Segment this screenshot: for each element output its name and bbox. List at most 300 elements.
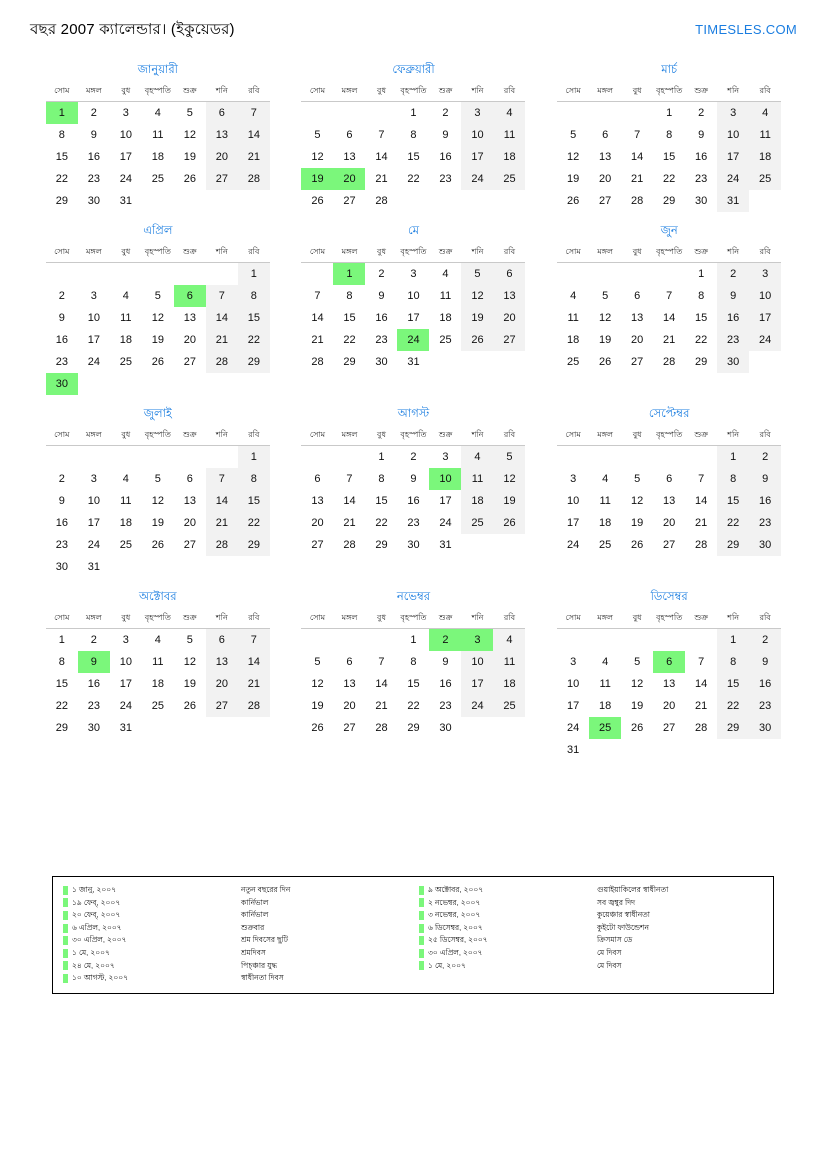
day-cell[interactable]: 16 bbox=[87, 151, 100, 163]
day-cell[interactable]: 4 bbox=[602, 473, 609, 485]
day-cell[interactable]: 19 bbox=[183, 678, 196, 690]
day-cell[interactable]: 25 bbox=[119, 539, 132, 551]
day-cell[interactable]: 16 bbox=[375, 312, 388, 324]
day-cell[interactable]: 11 bbox=[439, 290, 452, 302]
day-cell[interactable]: 9 bbox=[717, 285, 749, 307]
day-cell[interactable]: 12 bbox=[461, 285, 493, 307]
day-cell[interactable]: 4 bbox=[602, 656, 609, 668]
day-cell[interactable]: 2 bbox=[717, 263, 749, 286]
day-cell[interactable]: 15 bbox=[343, 312, 356, 324]
day-cell[interactable]: 4 bbox=[570, 290, 577, 302]
day-cell[interactable]: 12 bbox=[631, 495, 644, 507]
day-cell[interactable]: 20 bbox=[599, 173, 612, 185]
day-cell[interactable]: 11 bbox=[152, 129, 164, 141]
day-cell[interactable]: 27 bbox=[343, 195, 356, 207]
day-cell[interactable]: 29 bbox=[695, 356, 708, 368]
day-cell[interactable]: 14 bbox=[206, 307, 238, 329]
day-cell[interactable]: 20 bbox=[663, 517, 676, 529]
day-cell[interactable]: 15 bbox=[663, 151, 676, 163]
day-cell[interactable]: 30 bbox=[407, 539, 420, 551]
holiday-day-cell[interactable]: 6 bbox=[174, 285, 206, 307]
day-cell[interactable]: 16 bbox=[749, 490, 781, 512]
day-cell[interactable]: 13 bbox=[663, 678, 676, 690]
day-cell[interactable]: 13 bbox=[599, 151, 612, 163]
day-cell[interactable]: 6 bbox=[206, 102, 238, 125]
day-cell[interactable]: 23 bbox=[407, 517, 420, 529]
day-cell[interactable]: 17 bbox=[407, 312, 420, 324]
day-cell[interactable]: 14 bbox=[375, 678, 388, 690]
day-cell[interactable]: 5 bbox=[154, 473, 161, 485]
day-cell[interactable]: 22 bbox=[375, 517, 388, 529]
day-cell[interactable]: 30 bbox=[375, 356, 388, 368]
day-cell[interactable]: 6 bbox=[602, 129, 609, 141]
day-cell[interactable]: 3 bbox=[461, 102, 493, 125]
day-cell[interactable]: 22 bbox=[55, 173, 68, 185]
day-cell[interactable]: 27 bbox=[183, 356, 196, 368]
day-cell[interactable]: 7 bbox=[634, 129, 641, 141]
day-cell[interactable]: 9 bbox=[698, 129, 705, 141]
day-cell[interactable]: 6 bbox=[666, 473, 673, 485]
day-cell[interactable]: 9 bbox=[58, 495, 65, 507]
day-cell[interactable]: 23 bbox=[55, 356, 68, 368]
day-cell[interactable]: 24 bbox=[567, 539, 580, 551]
day-cell[interactable]: 22 bbox=[695, 334, 708, 346]
day-cell[interactable]: 17 bbox=[567, 700, 580, 712]
holiday-day-cell[interactable]: 30 bbox=[46, 373, 78, 395]
day-cell[interactable]: 15 bbox=[238, 307, 270, 329]
day-cell[interactable]: 2 bbox=[442, 107, 449, 119]
day-cell[interactable]: 28 bbox=[238, 168, 270, 190]
day-cell[interactable]: 7 bbox=[698, 473, 705, 485]
day-cell[interactable]: 16 bbox=[439, 678, 452, 690]
day-cell[interactable]: 13 bbox=[343, 678, 356, 690]
day-cell[interactable]: 1 bbox=[238, 263, 270, 286]
day-cell[interactable]: 25 bbox=[439, 334, 452, 346]
holiday-day-cell[interactable]: 6 bbox=[653, 651, 685, 673]
day-cell[interactable]: 2 bbox=[378, 268, 385, 280]
day-cell[interactable]: 11 bbox=[493, 124, 525, 146]
day-cell[interactable]: 9 bbox=[749, 468, 781, 490]
day-cell[interactable]: 12 bbox=[311, 678, 324, 690]
day-cell[interactable]: 2 bbox=[58, 290, 65, 302]
day-cell[interactable]: 26 bbox=[631, 539, 644, 551]
day-cell[interactable]: 3 bbox=[570, 473, 577, 485]
day-cell[interactable]: 23 bbox=[439, 173, 452, 185]
day-cell[interactable]: 7 bbox=[378, 656, 385, 668]
day-cell[interactable]: 4 bbox=[154, 634, 161, 646]
day-cell[interactable]: 1 bbox=[666, 107, 673, 119]
day-cell[interactable]: 29 bbox=[55, 195, 68, 207]
day-cell[interactable]: 5 bbox=[154, 290, 161, 302]
day-cell[interactable]: 17 bbox=[461, 146, 493, 168]
day-cell[interactable]: 18 bbox=[439, 312, 452, 324]
day-cell[interactable]: 11 bbox=[599, 678, 611, 690]
day-cell[interactable]: 11 bbox=[461, 468, 493, 490]
day-cell[interactable]: 6 bbox=[206, 629, 238, 652]
day-cell[interactable]: 30 bbox=[749, 717, 781, 739]
day-cell[interactable]: 6 bbox=[346, 656, 353, 668]
day-cell[interactable]: 3 bbox=[122, 107, 129, 119]
day-cell[interactable]: 12 bbox=[311, 151, 324, 163]
day-cell[interactable]: 30 bbox=[717, 351, 749, 373]
day-cell[interactable]: 1 bbox=[58, 634, 65, 646]
day-cell[interactable]: 20 bbox=[663, 700, 676, 712]
day-cell[interactable]: 27 bbox=[493, 329, 525, 351]
day-cell[interactable]: 9 bbox=[90, 129, 97, 141]
day-cell[interactable]: 10 bbox=[749, 285, 781, 307]
day-cell[interactable]: 2 bbox=[90, 634, 97, 646]
day-cell[interactable]: 11 bbox=[749, 124, 781, 146]
day-cell[interactable]: 28 bbox=[695, 539, 708, 551]
day-cell[interactable]: 16 bbox=[55, 517, 68, 529]
day-cell[interactable]: 1 bbox=[717, 629, 749, 652]
day-cell[interactable]: 15 bbox=[238, 490, 270, 512]
day-cell[interactable]: 27 bbox=[663, 722, 676, 734]
day-cell[interactable]: 22 bbox=[717, 512, 749, 534]
day-cell[interactable]: 25 bbox=[567, 356, 580, 368]
day-cell[interactable]: 12 bbox=[151, 312, 164, 324]
day-cell[interactable]: 30 bbox=[439, 722, 452, 734]
day-cell[interactable]: 25 bbox=[461, 512, 493, 534]
day-cell[interactable]: 16 bbox=[749, 673, 781, 695]
day-cell[interactable]: 12 bbox=[567, 151, 580, 163]
day-cell[interactable]: 4 bbox=[442, 268, 449, 280]
day-cell[interactable]: 10 bbox=[567, 495, 580, 507]
day-cell[interactable]: 5 bbox=[186, 634, 193, 646]
day-cell[interactable]: 29 bbox=[717, 534, 749, 556]
day-cell[interactable]: 14 bbox=[311, 312, 324, 324]
day-cell[interactable]: 29 bbox=[238, 534, 270, 556]
day-cell[interactable]: 26 bbox=[151, 356, 164, 368]
day-cell[interactable]: 27 bbox=[311, 539, 324, 551]
day-cell[interactable]: 12 bbox=[183, 656, 196, 668]
day-cell[interactable]: 7 bbox=[314, 290, 321, 302]
day-cell[interactable]: 28 bbox=[375, 722, 388, 734]
day-cell[interactable]: 10 bbox=[87, 312, 100, 324]
day-cell[interactable]: 14 bbox=[663, 312, 676, 324]
day-cell[interactable]: 6 bbox=[314, 473, 321, 485]
day-cell[interactable]: 24 bbox=[749, 329, 781, 351]
day-cell[interactable]: 22 bbox=[407, 173, 420, 185]
day-cell[interactable]: 24 bbox=[717, 168, 749, 190]
day-cell[interactable]: 8 bbox=[238, 285, 270, 307]
day-cell[interactable]: 19 bbox=[567, 173, 580, 185]
day-cell[interactable]: 25 bbox=[749, 168, 781, 190]
day-cell[interactable]: 12 bbox=[493, 468, 525, 490]
day-cell[interactable]: 26 bbox=[311, 722, 324, 734]
day-cell[interactable]: 23 bbox=[55, 539, 68, 551]
day-cell[interactable]: 15 bbox=[407, 151, 420, 163]
day-cell[interactable]: 29 bbox=[663, 195, 676, 207]
day-cell[interactable]: 17 bbox=[749, 307, 781, 329]
day-cell[interactable]: 24 bbox=[439, 517, 452, 529]
day-cell[interactable]: 10 bbox=[407, 290, 420, 302]
day-cell[interactable]: 26 bbox=[631, 722, 644, 734]
day-cell[interactable]: 18 bbox=[119, 334, 132, 346]
day-cell[interactable]: 22 bbox=[407, 700, 420, 712]
day-cell[interactable]: 28 bbox=[206, 534, 238, 556]
day-cell[interactable]: 10 bbox=[461, 651, 493, 673]
day-cell[interactable]: 2 bbox=[410, 451, 417, 463]
day-cell[interactable]: 13 bbox=[663, 495, 676, 507]
day-cell[interactable]: 29 bbox=[55, 722, 68, 734]
day-cell[interactable]: 26 bbox=[311, 195, 324, 207]
day-cell[interactable]: 8 bbox=[717, 651, 749, 673]
day-cell[interactable]: 20 bbox=[311, 517, 324, 529]
day-cell[interactable]: 22 bbox=[663, 173, 676, 185]
day-cell[interactable]: 13 bbox=[631, 312, 644, 324]
day-cell[interactable]: 18 bbox=[151, 151, 164, 163]
day-cell[interactable]: 5 bbox=[570, 129, 577, 141]
day-cell[interactable]: 19 bbox=[493, 490, 525, 512]
day-cell[interactable]: 29 bbox=[407, 722, 420, 734]
day-cell[interactable]: 26 bbox=[493, 512, 525, 534]
day-cell[interactable]: 4 bbox=[154, 107, 161, 119]
day-cell[interactable]: 24 bbox=[461, 695, 493, 717]
day-cell[interactable]: 30 bbox=[87, 722, 100, 734]
holiday-day-cell[interactable]: 3 bbox=[461, 629, 493, 652]
day-cell[interactable]: 23 bbox=[87, 173, 100, 185]
day-cell[interactable]: 17 bbox=[567, 517, 580, 529]
day-cell[interactable]: 18 bbox=[493, 146, 525, 168]
day-cell[interactable]: 9 bbox=[442, 129, 449, 141]
day-cell[interactable]: 28 bbox=[206, 351, 238, 373]
day-cell[interactable]: 7 bbox=[206, 285, 238, 307]
holiday-day-cell[interactable]: 20 bbox=[333, 168, 365, 190]
day-cell[interactable]: 7 bbox=[666, 290, 673, 302]
day-cell[interactable]: 28 bbox=[663, 356, 676, 368]
day-cell[interactable]: 11 bbox=[120, 312, 132, 324]
day-cell[interactable]: 25 bbox=[493, 168, 525, 190]
day-cell[interactable]: 27 bbox=[183, 539, 196, 551]
day-cell[interactable]: 15 bbox=[375, 495, 388, 507]
day-cell[interactable]: 27 bbox=[206, 168, 238, 190]
day-cell[interactable]: 9 bbox=[58, 312, 65, 324]
day-cell[interactable]: 22 bbox=[717, 695, 749, 717]
day-cell[interactable]: 21 bbox=[311, 334, 324, 346]
day-cell[interactable]: 22 bbox=[238, 329, 270, 351]
day-cell[interactable]: 17 bbox=[461, 673, 493, 695]
day-cell[interactable]: 28 bbox=[695, 722, 708, 734]
day-cell[interactable]: 28 bbox=[631, 195, 644, 207]
day-cell[interactable]: 26 bbox=[183, 173, 196, 185]
day-cell[interactable]: 20 bbox=[493, 307, 525, 329]
day-cell[interactable]: 19 bbox=[631, 517, 644, 529]
day-cell[interactable]: 3 bbox=[90, 290, 97, 302]
day-cell[interactable]: 17 bbox=[119, 678, 132, 690]
day-cell[interactable]: 30 bbox=[55, 561, 68, 573]
day-cell[interactable]: 7 bbox=[206, 468, 238, 490]
day-cell[interactable]: 22 bbox=[343, 334, 356, 346]
day-cell[interactable]: 31 bbox=[407, 356, 420, 368]
holiday-day-cell[interactable]: 1 bbox=[46, 102, 78, 125]
day-cell[interactable]: 12 bbox=[631, 678, 644, 690]
day-cell[interactable]: 21 bbox=[238, 673, 270, 695]
day-cell[interactable]: 22 bbox=[55, 700, 68, 712]
day-cell[interactable]: 6 bbox=[346, 129, 353, 141]
day-cell[interactable]: 24 bbox=[567, 722, 580, 734]
day-cell[interactable]: 13 bbox=[206, 651, 238, 673]
day-cell[interactable]: 6 bbox=[634, 290, 641, 302]
day-cell[interactable]: 19 bbox=[311, 700, 324, 712]
day-cell[interactable]: 20 bbox=[631, 334, 644, 346]
day-cell[interactable]: 10 bbox=[717, 124, 749, 146]
day-cell[interactable]: 8 bbox=[410, 656, 417, 668]
day-cell[interactable]: 7 bbox=[346, 473, 353, 485]
day-cell[interactable]: 4 bbox=[493, 629, 525, 652]
day-cell[interactable]: 12 bbox=[183, 129, 196, 141]
day-cell[interactable]: 14 bbox=[695, 495, 708, 507]
day-cell[interactable]: 2 bbox=[90, 107, 97, 119]
day-cell[interactable]: 5 bbox=[634, 473, 641, 485]
day-cell[interactable]: 7 bbox=[378, 129, 385, 141]
day-cell[interactable]: 14 bbox=[238, 124, 270, 146]
day-cell[interactable]: 1 bbox=[238, 446, 270, 469]
day-cell[interactable]: 31 bbox=[119, 722, 132, 734]
day-cell[interactable]: 18 bbox=[119, 517, 132, 529]
day-cell[interactable]: 10 bbox=[119, 656, 132, 668]
day-cell[interactable]: 19 bbox=[151, 334, 164, 346]
day-cell[interactable]: 21 bbox=[631, 173, 644, 185]
day-cell[interactable]: 26 bbox=[151, 539, 164, 551]
day-cell[interactable]: 11 bbox=[567, 312, 579, 324]
day-cell[interactable]: 4 bbox=[122, 473, 129, 485]
day-cell[interactable]: 30 bbox=[87, 195, 100, 207]
day-cell[interactable]: 31 bbox=[567, 744, 580, 756]
day-cell[interactable]: 2 bbox=[698, 107, 705, 119]
day-cell[interactable]: 14 bbox=[238, 651, 270, 673]
day-cell[interactable]: 9 bbox=[749, 651, 781, 673]
day-cell[interactable]: 31 bbox=[717, 190, 749, 212]
day-cell[interactable]: 26 bbox=[183, 700, 196, 712]
day-cell[interactable]: 18 bbox=[461, 490, 493, 512]
day-cell[interactable]: 1 bbox=[717, 446, 749, 469]
day-cell[interactable]: 31 bbox=[119, 195, 132, 207]
day-cell[interactable]: 18 bbox=[599, 700, 612, 712]
day-cell[interactable]: 16 bbox=[407, 495, 420, 507]
day-cell[interactable]: 5 bbox=[493, 446, 525, 469]
day-cell[interactable]: 8 bbox=[58, 129, 65, 141]
day-cell[interactable]: 13 bbox=[343, 151, 356, 163]
day-cell[interactable]: 25 bbox=[119, 356, 132, 368]
day-cell[interactable]: 15 bbox=[407, 678, 420, 690]
day-cell[interactable]: 23 bbox=[749, 512, 781, 534]
day-cell[interactable]: 28 bbox=[238, 695, 270, 717]
day-cell[interactable]: 3 bbox=[717, 102, 749, 125]
day-cell[interactable]: 25 bbox=[493, 695, 525, 717]
day-cell[interactable]: 20 bbox=[183, 517, 196, 529]
day-cell[interactable]: 10 bbox=[567, 678, 580, 690]
day-cell[interactable]: 27 bbox=[663, 539, 676, 551]
day-cell[interactable]: 13 bbox=[183, 312, 196, 324]
day-cell[interactable]: 23 bbox=[375, 334, 388, 346]
day-cell[interactable]: 1 bbox=[410, 634, 417, 646]
day-cell[interactable]: 21 bbox=[375, 173, 388, 185]
day-cell[interactable]: 6 bbox=[186, 473, 193, 485]
day-cell[interactable]: 15 bbox=[695, 312, 708, 324]
day-cell[interactable]: 9 bbox=[378, 290, 385, 302]
day-cell[interactable]: 1 bbox=[698, 268, 705, 280]
day-cell[interactable]: 16 bbox=[717, 307, 749, 329]
day-cell[interactable]: 29 bbox=[238, 351, 270, 373]
day-cell[interactable]: 24 bbox=[87, 539, 100, 551]
day-cell[interactable]: 25 bbox=[151, 173, 164, 185]
day-cell[interactable]: 27 bbox=[206, 695, 238, 717]
day-cell[interactable]: 3 bbox=[410, 268, 417, 280]
day-cell[interactable]: 29 bbox=[343, 356, 356, 368]
day-cell[interactable]: 18 bbox=[151, 678, 164, 690]
day-cell[interactable]: 20 bbox=[343, 700, 356, 712]
day-cell[interactable]: 26 bbox=[599, 356, 612, 368]
day-cell[interactable]: 9 bbox=[410, 473, 417, 485]
day-cell[interactable]: 2 bbox=[58, 473, 65, 485]
day-cell[interactable]: 27 bbox=[599, 195, 612, 207]
day-cell[interactable]: 25 bbox=[599, 539, 612, 551]
day-cell[interactable]: 19 bbox=[631, 700, 644, 712]
day-cell[interactable]: 21 bbox=[238, 146, 270, 168]
day-cell[interactable]: 4 bbox=[749, 102, 781, 125]
day-cell[interactable]: 29 bbox=[717, 717, 749, 739]
day-cell[interactable]: 23 bbox=[87, 700, 100, 712]
day-cell[interactable]: 31 bbox=[439, 539, 452, 551]
day-cell[interactable]: 14 bbox=[343, 495, 356, 507]
day-cell[interactable]: 17 bbox=[87, 517, 100, 529]
day-cell[interactable]: 19 bbox=[599, 334, 612, 346]
day-cell[interactable]: 17 bbox=[119, 151, 132, 163]
day-cell[interactable]: 7 bbox=[238, 629, 270, 652]
day-cell[interactable]: 8 bbox=[666, 129, 673, 141]
day-cell[interactable]: 15 bbox=[55, 151, 68, 163]
day-cell[interactable]: 15 bbox=[55, 678, 68, 690]
day-cell[interactable]: 13 bbox=[493, 285, 525, 307]
day-cell[interactable]: 5 bbox=[634, 656, 641, 668]
day-cell[interactable]: 27 bbox=[343, 722, 356, 734]
day-cell[interactable]: 21 bbox=[206, 329, 238, 351]
day-cell[interactable]: 10 bbox=[461, 124, 493, 146]
day-cell[interactable]: 23 bbox=[717, 329, 749, 351]
day-cell[interactable]: 22 bbox=[238, 512, 270, 534]
day-cell[interactable]: 15 bbox=[717, 673, 749, 695]
day-cell[interactable]: 24 bbox=[119, 700, 132, 712]
day-cell[interactable]: 24 bbox=[87, 356, 100, 368]
day-cell[interactable]: 10 bbox=[119, 129, 132, 141]
day-cell[interactable]: 14 bbox=[375, 151, 388, 163]
day-cell[interactable]: 4 bbox=[461, 446, 493, 469]
day-cell[interactable]: 3 bbox=[122, 634, 129, 646]
day-cell[interactable]: 18 bbox=[599, 517, 612, 529]
holiday-day-cell[interactable]: 10 bbox=[429, 468, 461, 490]
day-cell[interactable]: 5 bbox=[461, 263, 493, 286]
day-cell[interactable]: 3 bbox=[442, 451, 449, 463]
day-cell[interactable]: 21 bbox=[206, 512, 238, 534]
day-cell[interactable]: 1 bbox=[378, 451, 385, 463]
holiday-day-cell[interactable]: 1 bbox=[333, 263, 365, 286]
day-cell[interactable]: 3 bbox=[570, 656, 577, 668]
day-cell[interactable]: 8 bbox=[378, 473, 385, 485]
day-cell[interactable]: 10 bbox=[87, 495, 100, 507]
day-cell[interactable]: 26 bbox=[461, 329, 493, 351]
day-cell[interactable]: 30 bbox=[749, 534, 781, 556]
day-cell[interactable]: 23 bbox=[749, 695, 781, 717]
day-cell[interactable]: 28 bbox=[343, 539, 356, 551]
day-cell[interactable]: 28 bbox=[311, 356, 324, 368]
day-cell[interactable]: 1 bbox=[410, 107, 417, 119]
day-cell[interactable]: 18 bbox=[749, 146, 781, 168]
holiday-day-cell[interactable]: 24 bbox=[397, 329, 429, 351]
day-cell[interactable]: 13 bbox=[206, 124, 238, 146]
day-cell[interactable]: 8 bbox=[698, 290, 705, 302]
day-cell[interactable]: 6 bbox=[493, 263, 525, 286]
